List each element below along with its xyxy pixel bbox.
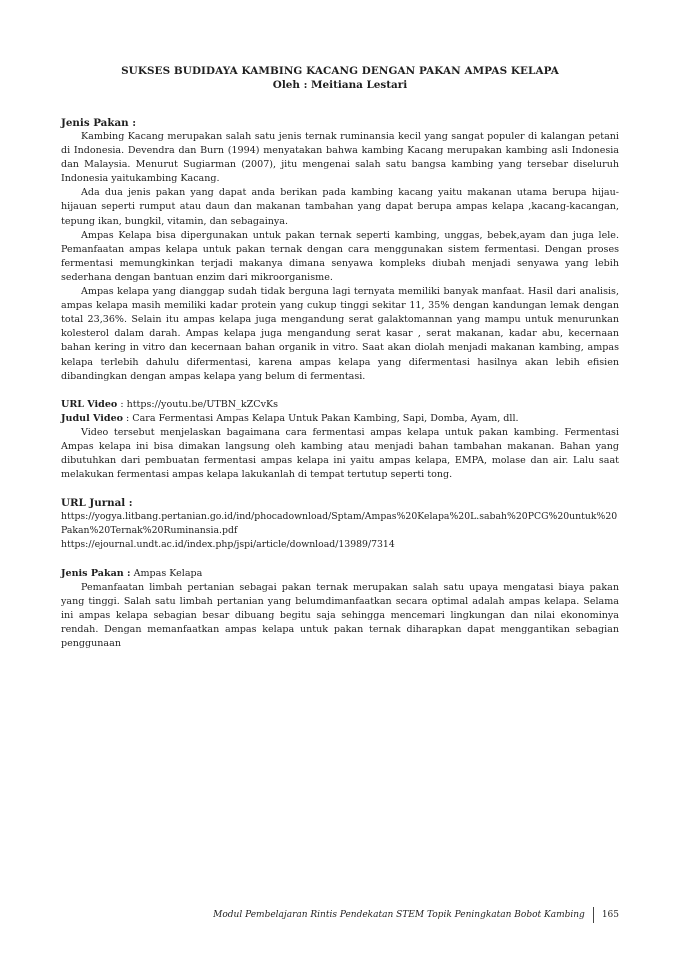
- video-title-line: [61, 412, 619, 426]
- section2-heading-value: Ampas Kelapa: [130, 567, 203, 579]
- journal-heading: URL Jurnal :: [61, 497, 133, 510]
- document-title: SUKSES BUDIDAYA KAMBING KACANG DENGAN PAKAN AMPAS KELAPA: [121, 65, 559, 77]
- video-url-label: URL Video: [61, 398, 118, 410]
- paragraph: Ada dua jenis pakan yang dapat anda berikan pada kambing kacang yaitu makanan utama berupa hijau-hijauan seperti rumput atau daun dan makanan tambahan yang dapat berupa ampas kelapa ,kacang-kacangan, tepung ikan, bungkil, vitamin, dan sebagainya.: [61, 187, 619, 227]
- page-footer: [61, 907, 619, 923]
- video-title-value: : Cara Fermentasi Ampas Kelapa Untuk Pakan Kambing, Sapi, Domba, Ayam, dll.: [123, 412, 519, 424]
- page-number: 165: [601, 910, 619, 920]
- section-heading-ampas-kelapa: [61, 567, 619, 581]
- footer-divider: [593, 907, 594, 923]
- journal-url-link[interactable]: https://ejournal.undt.ac.id/index.php/jspi/article/download/13989/7314: [61, 539, 395, 551]
- section-heading-jenis-pakan: Jenis Pakan :: [61, 117, 137, 129]
- paragraph: Kambing Kacang merupakan salah satu jenis ternak ruminansia kecil yang sangat populer di kalangan petani di Indonesia. Devendra dan Burn (1994) menyatakan bahwa kambing Kacang merupakan kambing asli Indonesia dan Malaysia. Menurut Sugiarman (2007), jitu mengenai salah satu bangsa kambing yang tersebar diseluruh Indonesia yaitukambing Kacang.: [61, 131, 619, 185]
- section2-heading-label: Jenis Pakan :: [61, 567, 131, 579]
- paragraph: Ampas Kelapa bisa dipergunakan untuk pakan ternak seperti kambing, unggas, bebek,ayam dan juga lele. Pemanfaatan ampas kelapa untuk pakan ternak dengan cara menggunakan sistem fermentasi. Dengan proses fermentasi memungkinkan terjadi makanya dimana senyawa kompleks diubah menjadi senyawa yang lebih sederhana dengan bantuan enzim dari mikroorganisme.: [61, 229, 619, 283]
- footer-module-title: Modul Pembelajaran Rintis Pendekatan STEM Topik Peningkatan Bobot Kambing: [213, 910, 585, 920]
- video-description: Video tersebut menjelaskan bagaimana cara fermentasi ampas kelapa untuk pakan kambing. Fermentasi Ampas kelapa ini bisa dimakan langsung oleh kambing atau menjadi bahan tambahan makanan. Bahan yang dibutuhkan dari pembuatan fermentasi ampas kelapa ini yaitu ampas kelapa, EMPA, molase dan air. Lalu saat melakukan fermentasi ampas kelapa lakukanlah di tempat tertutup seperti tong.: [61, 426, 619, 481]
- paragraph: Pemanfaatan limbah pertanian sebagai pakan ternak merupakan salah satu upaya mengatasi biaya pakan yang tinggi. Salah satu limbah pertanian yang belumdimanfaatkan secara optimal adalah ampas kelapa. Selama ini ampas kelapa sebagian besar dibuang begitu saja sehingga mencemari lingkungan dan nilai ekonominya rendah. Dengan memanfaatkan ampas kelapa untuk pakan ternak diharapkan dapat menggantikan sebagian penggunaan: [61, 581, 619, 649]
- video-url-line: [61, 398, 619, 412]
- journal-url-link[interactable]: https://yogya.litbang.pertanian.go.id/ind/phocadownload/Sptam/Ampas%20Kelapa%20L.sabah%20PCG%20untuk%20Pakan%20Ternak%20Ruminansia.pdf: [61, 511, 618, 537]
- paragraph: Ampas kelapa yang dianggap sudah tidak berguna lagi ternyata memiliki banyak manfaat. Hasil dari analisis, ampas kelapa masih memiliki kadar protein yang cukup tinggi sekitar 11, 35% dengan kandungan lemak dengan total 23,36%. Selain itu ampas kelapa juga mengandung serat galaktomannan yang mampu untuk menurunkan kolesterol dalam darah. Ampas kelapa juga mengandung serat kasar , serat makanan, kadar abu, kecernaan bahan kering in vitro dan kecernaan bahan organik in vitro. Saat akan diolah menjadi makanan kambing, ampas kelapa terlebih dahulu difermentasi, karena ampas kelapa yang difermentasi hasilnya akan lebih efisien dibandingkan dengan ampas kelapa yang belum di fermentasi.: [61, 286, 619, 382]
- video-url-link[interactable]: : https://youtu.be/UTBN_kZCvKs: [117, 398, 279, 410]
- document-author: Oleh : Meitiana Lestari: [272, 79, 408, 91]
- video-title-label: Judul Video: [61, 412, 124, 424]
